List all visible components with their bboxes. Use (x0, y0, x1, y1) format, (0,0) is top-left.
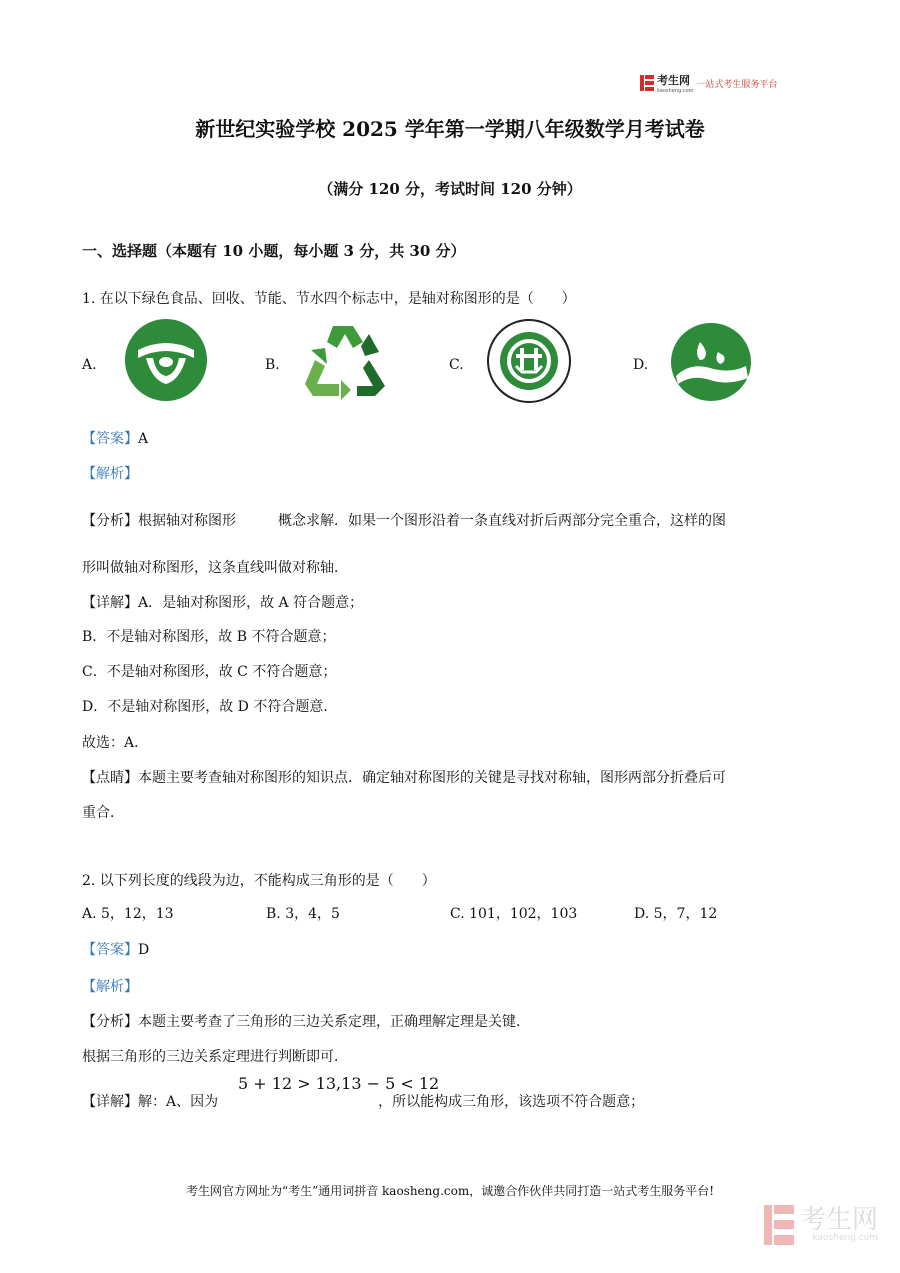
q2-detail-post: ，所以能构成三角形，该选项不符合题意； (378, 1094, 645, 1110)
q2-answer-tag: 【答案】 (82, 942, 138, 958)
q2-fenxi-text-1: 本题主要考查了三角形的三边关系定理，正确理解定理是关键． (138, 1014, 530, 1030)
q1-option-c-label: C. (449, 357, 464, 373)
footer-note: 考生网官方网址为“考生”通用词拼音 kaosheng.com，诚邀合作伙伴共同打造一站式考生服务平台! (185, 1184, 715, 1198)
q2-analysis-tag: 【解析】 (82, 979, 138, 995)
q2-stem: 2. 以下列长度的线段为边，不能构成三角形的是（ ） (82, 873, 436, 889)
q1-detail-a (82, 592, 363, 612)
energy-saving-logo-icon (486, 318, 572, 404)
q1-choose: 故选：A． (82, 735, 149, 751)
q2-fenxi-line-2: 根据三角形的三边关系定理进行判断即可． (82, 1049, 348, 1065)
brand-slogan: 一站式考生服务平台 (696, 79, 778, 90)
q1-analysis-tag: 【解析】 (82, 466, 138, 482)
q1-answer: A (138, 431, 149, 447)
q2-fenxi-line-1 (82, 1011, 530, 1031)
q1-option-a-label: A. (82, 357, 97, 373)
water-saving-logo-icon (670, 322, 752, 402)
q1-comment-line-1 (82, 767, 726, 787)
q1-option-d-label: D. (633, 357, 649, 373)
watermark-name: 考生网 (799, 1205, 878, 1235)
watermark-mark-icon (764, 1205, 794, 1245)
q1-answer-row (82, 428, 148, 448)
watermark-domain: kaosheng.com (812, 1233, 878, 1243)
page-title: 新世纪实验学校 2025 学年第一学期八年级数学月考试卷 (195, 117, 705, 141)
q2-answer-row (82, 939, 149, 959)
brand-name: 考生网 (657, 74, 690, 87)
q2-option-c: C. 101，102，103 (450, 906, 578, 922)
q1-stem: 1. 在以下绿色食品、回收、节能、节水四个标志中，是轴对称图形的是（ ） (82, 291, 576, 307)
green-food-logo-icon (124, 318, 208, 402)
q1-fenxi-tag: 【分析】 (82, 513, 138, 529)
q2-detail-row (82, 1091, 644, 1111)
q1-fenxi-line-2: 形叫做轴对称图形，这条直线叫做对称轴． (82, 560, 348, 576)
q1-fenxi-text-1: 根据轴对称图形 概念求解．如果一个图形沿着一条直线对折后两部分完全重合，这样的图 (138, 513, 726, 529)
page-subtitle: （满分 120 分，考试时间 120 分钟） (318, 180, 582, 198)
q1-fenxi-line-1 (82, 510, 726, 530)
q2-detail-tag: 【详解】 (82, 1094, 138, 1110)
section-heading: 一、选择题（本题有 10 小题，每小题 3 分，共 30 分） (82, 242, 466, 260)
recycle-logo-icon (303, 320, 387, 400)
q2-option-b: B. 3，4，5 (266, 906, 340, 922)
q1-detail-a-text: A．是轴对称图形，故 A 符合题意； (138, 595, 364, 611)
q1-answer-tag: 【答案】 (82, 431, 138, 447)
q1-detail-c: C．不是轴对称图形，故 C 不符合题意； (82, 664, 337, 680)
q1-detail-d: D．不是轴对称图形，故 D 不符合题意． (82, 699, 338, 715)
watermark (764, 1205, 878, 1245)
q1-comment-text-1: 本题主要考查轴对称图形的知识点．确定轴对称图形的关键是寻找对称轴，图形两部分折叠后可 (138, 770, 726, 786)
q2-option-a: A. 5，12，13 (82, 906, 174, 922)
q2-formula: 5 + 12 > 13,13 − 5 < 12 (238, 1074, 440, 1093)
q2-answer: D (138, 942, 150, 958)
q2-option-d: D. 5，7，12 (634, 906, 718, 922)
brand-domain: kaosheng.com (657, 88, 694, 94)
q1-comment-tag: 【点睛】 (82, 770, 138, 786)
q2-fenxi-tag: 【分析】 (82, 1014, 138, 1030)
brand-logo (640, 72, 777, 94)
q2-detail-pre: 解：A、因为 (138, 1094, 219, 1110)
q1-comment-line-2: 重合． (82, 805, 124, 821)
brand-mark-icon (640, 75, 654, 91)
q1-option-b-label: B. (265, 357, 280, 373)
q1-detail-tag: 【详解】 (82, 595, 138, 611)
q1-detail-b: B．不是轴对称图形，故 B 不符合题意； (82, 629, 336, 645)
